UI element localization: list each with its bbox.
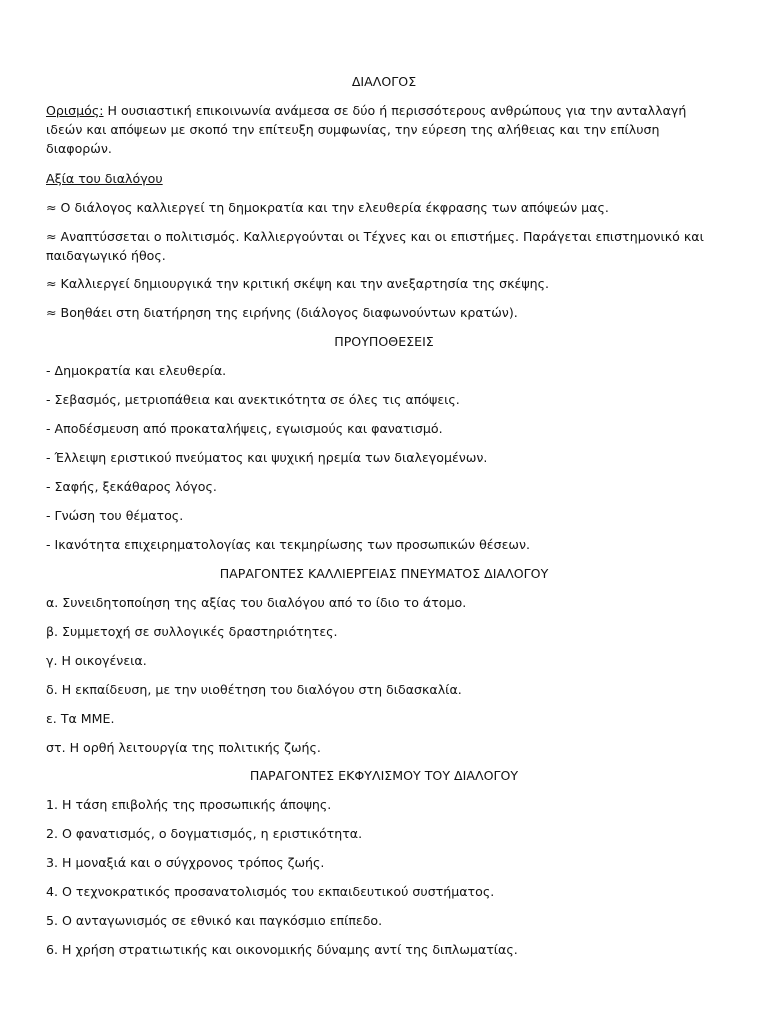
decline-item: 2. Ο φανατισμός, ο δογματισμός, η εριστικότητα. xyxy=(46,826,363,841)
value-item: ≈ Ο διάλογος καλλιεργεί τη δημοκρατία και την ελευθερία έκφρασης των απόψεών μας. xyxy=(46,200,609,215)
cultivation-item: ε. Τα ΜΜΕ. xyxy=(46,711,115,726)
prerequisite-item: - Δημοκρατία και ελευθερία. xyxy=(46,363,227,378)
decline-item: 1. Η τάση επιβολής της προσωπικής άποψης. xyxy=(46,797,332,812)
definition-paragraph xyxy=(46,101,716,158)
decline-heading: ΠΑΡΑΓΟΝΤΕΣ ΕΚΦΥΛΙΣΜΟΥ ΤΟΥ ΔΙΑΛΟΓΟΥ xyxy=(249,768,519,783)
prerequisite-item: - Ικανότητα επιχειρηματολογίας και τεκμηρίωσης των προσωπικών θέσεων. xyxy=(46,537,530,552)
decline-item: 4. Ο τεχνοκρατικός προσανατολισμός του εκπαιδευτικού συστήματος. xyxy=(46,884,495,899)
cultivation-item: α. Συνειδητοποίηση της αξίας του διαλόγου από το ίδιο το άτομο. xyxy=(46,595,467,610)
value-heading: Αξία του διαλόγου xyxy=(46,171,163,186)
decline-item: 3. Η μοναξιά και ο σύγχρονος τρόπος ζωής. xyxy=(46,855,325,870)
value-item: ≈ Καλλιεργεί δημιουργικά την κριτική σκέψη και την ανεξαρτησία της σκέψης. xyxy=(46,276,550,291)
cultivation-item: γ. Η οικογένεια. xyxy=(46,653,147,668)
prerequisite-item: - Αποδέσμευση από προκαταλήψεις, εγωισμούς και φανατισμό. xyxy=(46,421,443,436)
value-item: ≈ Βοηθάει στη διατήρηση της ειρήνης (διάλογος διαφωνούντων κρατών). xyxy=(46,305,518,320)
decline-item: 5. Ο ανταγωνισμός σε εθνικό και παγκόσμιο επίπεδο. xyxy=(46,913,383,928)
definition-label: Ορισμός: xyxy=(46,103,104,118)
prerequisite-item: - Σεβασμός, μετριοπάθεια και ανεκτικότητα σε όλες τις απόψεις. xyxy=(46,392,460,407)
prerequisite-item: - Σαφής, ξεκάθαρος λόγος. xyxy=(46,479,217,494)
prerequisite-item: - Έλλειψη εριστικού πνεύματος και ψυχική ηρεμία των διαλεγομένων. xyxy=(46,450,488,465)
prerequisite-item: - Γνώση του θέματος. xyxy=(46,508,184,523)
cultivation-item: δ. Η εκπαίδευση, με την υιοθέτηση του διαλόγου στη διδασκαλία. xyxy=(46,682,462,697)
page-title: ΔΙΑΛΟΓΟΣ xyxy=(351,74,417,89)
cultivation-item: στ. Η ορθή λειτουργία της πολιτικής ζωής. xyxy=(46,740,321,755)
cultivation-item: β. Συμμετοχή σε συλλογικές δραστηριότητες. xyxy=(46,624,338,639)
definition-text: Η ουσιαστική επικοινωνία ανάμεσα σε δύο ή περισσότερους ανθρώπους για την ανταλλαγή ιδεών και απόψεων με σκοπό την επίτευξη συμφωνίας, την εύρεση της αλήθειας και την επίλυση διαφορών. xyxy=(46,103,687,156)
cultivation-heading: ΠΑΡΑΓΟΝΤΕΣ ΚΑΛΛΙΕΡΓΕΙΑΣ ΠΝΕΥΜΑΤΟΣ ΔΙΑΛΟΓΟΥ xyxy=(219,566,549,581)
prerequisites-heading: ΠΡΟΥΠΟΘΕΣΕΙΣ xyxy=(334,334,434,349)
decline-item: 6. Η χρήση στρατιωτικής και οικονομικής δύναμης αντί της διπλωματίας. xyxy=(46,942,518,957)
value-item: ≈ Αναπτύσσεται ο πολιτισμός. Καλλιεργούνται οι Τέχνες και οι επιστήμες. Παράγεται επιστημονικό και παιδαγωγικό ήθος. xyxy=(46,229,704,263)
